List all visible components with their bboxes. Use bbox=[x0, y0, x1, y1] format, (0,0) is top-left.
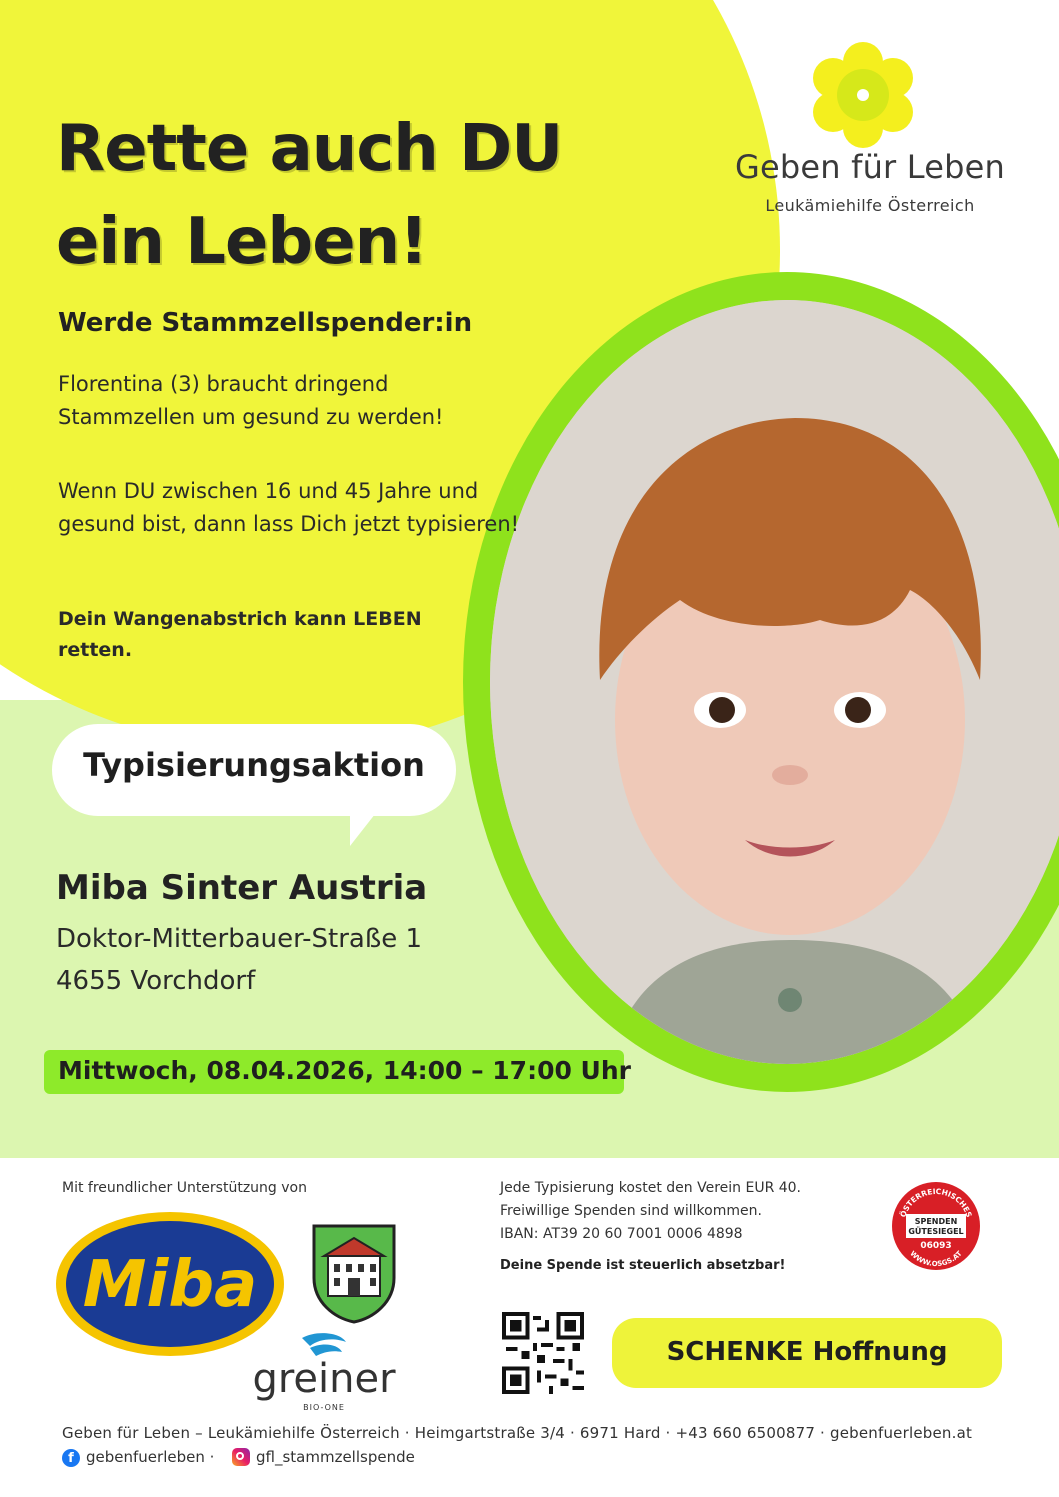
paragraph-patient: Florentina (3) braucht dringend Stammzellen um gesund zu werden! bbox=[58, 372, 444, 429]
paragraph-eligibility: Wenn DU zwischen 16 und 45 Jahre und gesund bist, dann lass Dich jetzt typisieren! bbox=[58, 479, 520, 536]
donation-seal bbox=[890, 1180, 982, 1272]
tax-note: Deine Spende ist steuerlich absetzbar! bbox=[500, 1258, 786, 1273]
seal-center-line1: SPENDEN bbox=[914, 1217, 958, 1226]
seal-number: 06093 bbox=[920, 1241, 952, 1251]
child-photo bbox=[490, 300, 1059, 1064]
miba-logo-text: Miba bbox=[82, 1248, 258, 1322]
fee-line-2: Freiwillige Spenden sind willkommen. bbox=[500, 1203, 762, 1219]
brand-subtitle: Leukämiehilfe Österreich bbox=[765, 196, 975, 215]
greiner-logo-text: greiner bbox=[252, 1356, 396, 1402]
facebook-icon[interactable]: f bbox=[62, 1449, 80, 1467]
coat-of-arms-icon bbox=[310, 1222, 398, 1324]
instagram-handle[interactable]: gfl_stammzellspende bbox=[256, 1448, 415, 1466]
contact-line: Geben für Leben – Leukämiehilfe Österreich · Heimgartstraße 3/4 · 6971 Hard · +43 660 6500877 · gebenfuerleben.at bbox=[62, 1424, 973, 1442]
greiner-logo bbox=[244, 1330, 404, 1416]
subheadline: Werde Stammzellspender:in bbox=[58, 308, 473, 338]
headline-line-2: ein Leben! bbox=[56, 205, 428, 279]
speech-bubble-tail bbox=[350, 800, 386, 846]
fee-line-iban: IBAN: AT39 20 60 7001 0006 4898 bbox=[500, 1226, 743, 1242]
event-datetime: Mittwoch, 08.04.2026, 14:00 – 17:00 Uhr bbox=[58, 1056, 631, 1085]
seal-center-line2: GÜTESIEGEL bbox=[908, 1227, 964, 1236]
call-to-action-text: Dein Wangenabstrich kann LEBEN retten. bbox=[58, 608, 422, 661]
qr-code-icon[interactable] bbox=[502, 1312, 584, 1394]
brand-name: Geben für Leben bbox=[734, 148, 1006, 186]
instagram-icon[interactable] bbox=[232, 1448, 250, 1466]
venue-name: Miba Sinter Austria bbox=[56, 868, 428, 908]
greiner-logo-sub: BIO-ONE bbox=[303, 1403, 345, 1412]
flower-icon bbox=[808, 40, 918, 150]
headline-line-1: Rette auch DU bbox=[56, 112, 563, 186]
fee-line-1: Jede Typisierung kostet den Verein EUR 40. bbox=[500, 1180, 802, 1196]
facebook-handle[interactable]: gebenfuerleben · bbox=[86, 1448, 215, 1466]
seal-top-text: ÖSTERREICHISCHES bbox=[898, 1186, 974, 1219]
venue-city: 4655 Vorchdorf bbox=[56, 966, 256, 996]
event-type-label: Typisierungsaktion bbox=[83, 746, 425, 784]
venue-street: Doktor-Mitterbauer-Straße 1 bbox=[56, 924, 423, 954]
seal-bottom-text: WWW.OSGS.AT bbox=[908, 1249, 964, 1269]
support-label: Mit freundlicher Unterstützung von bbox=[62, 1180, 307, 1196]
schenke-hoffnung-label: SCHENKE Hoffnung bbox=[666, 1337, 948, 1367]
